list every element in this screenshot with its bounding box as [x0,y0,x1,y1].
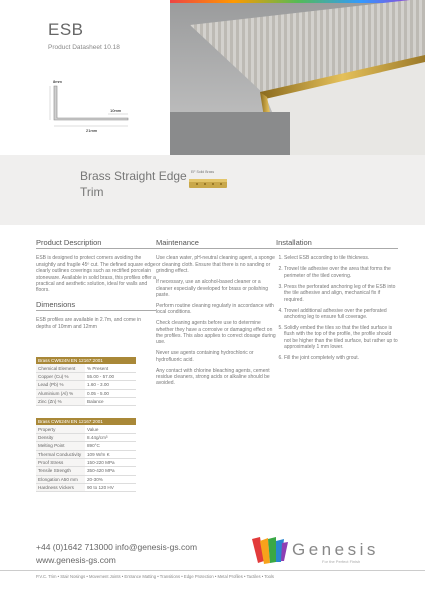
table-row: Zinc (Zn) % Balance [36,397,136,405]
table-row: Property Value [36,425,136,433]
dimensions-heading: Dimensions [36,302,156,311]
product-name [80,168,190,200]
description-heading: Product Description [36,240,156,249]
footer-divider [0,570,425,571]
table-row: Copper (Cu) % 55.00 - 57.00 [36,372,136,380]
table-row: Lead (Pb) % 1.60 - 3.00 [36,381,136,389]
website-link[interactable]: www.genesis-gs.com [36,555,116,565]
table-row: Density 8.44g/cm³ [36,433,136,441]
maintenance-heading: Maintenance [156,240,276,249]
list-item: 1. Select ESB according to tile thickness. [284,255,398,261]
table-row: Elongation A50 mm 20-30% [36,475,136,483]
genesis-logo-icon [250,535,290,567]
maintenance-para: Never use agents containing hydrochloric or hydrofluoric acid. [156,350,254,363]
maintenance-para: Check cleaning agents before use to determine whether they have a corrosive or damaging effect on the profiles. This also applies to correct dosage during use. [156,320,276,346]
brand-name: Genesis [292,540,379,559]
maintenance-para: Perform routine cleaning regularly in accordance with local conditions. [156,302,274,316]
dim-side: 10mm [110,108,122,113]
maintenance-para: Any contact with chlorine bleaching agents, cement residue cleaners, strong acids or alkaline should be avoided. [156,367,270,387]
description-text: ESB is designed to protect corners avoiding the unsightly and fragile 45º cut. The defined square edge clearly outlines coverings such as rectified porcelain stoneware. Available in solid brass, this profiles offer a practical and aesthetic solution, ideal for walls and floors. [36,255,156,294]
installation-column [276,240,398,366]
properties-table [36,418,136,492]
list-item: 2. Trowel tile adhesive over the area that forms the perimeter of the tiled covering. [284,266,398,279]
composition-table [36,357,136,406]
brand-tagline: For the Perfect Finish [322,559,361,564]
table-row: Proof Stress 150-220 MPa [36,458,136,466]
list-item: 5. Solidly embed the tiles so that the tiled surface is flush with the top of the profile, the profile should not be higher than the tiled surface, but rather up to approximately 1 mm lower. [284,325,398,351]
product-name-line2: Trim [80,185,104,199]
table-row: Hardness Vickers 90 to 120 HV [36,484,136,492]
brass-swatch [189,177,227,191]
swatch-label: EF Solid Brass [191,170,215,174]
contact-info[interactable]: +44 (0)1642 713000 info@genesis-gs.com [36,542,198,552]
profile-drawing [48,78,138,138]
list-item: 3. Press the perforated anchoring leg of the ESB into the tile adhesive and align, mechanical fix if required. [284,284,398,303]
datasheet-version: Product Datasheet 10.18 [48,44,120,51]
properties-title: Brass CW624N EN 12167:2001 [36,418,136,425]
table-row: Thermal Conductivity 109 W/m K [36,450,136,458]
maintenance-para: If necessary, use an alcohol-based cleaner or a cleaner especially developed for brass or polishing paste. [156,279,269,298]
dimensions-text: ESB profiles are available in 2.7m, and come in depths of 10mm and 12mm [36,317,142,330]
table-row: Melting Point 890°C [36,442,136,450]
table-row: Aluminium (Al) % 0.05 - 5.00 [36,389,136,397]
composition-title: Brass CW624N EN 12167:2001 [36,357,136,364]
installation-steps [276,255,398,361]
table-row: Chemical Element % Present [36,364,136,372]
footer-categories: P.V.C. Trim • Stair Nosings • Movement Joints • Entrance Matting • Transitions • Edge Protection • Metal Profiles • Tactiles • Tools [36,574,275,579]
maintenance-para: Use clean water, pH-neutral cleaning agent, a sponge or cleaning cloth. Ensure that there is no sanding or grinding effect. [156,255,275,275]
list-item: 6. Fill the joint completely with grout. [284,355,398,361]
maintenance-column [156,240,276,391]
installation-heading: Installation [276,240,398,249]
dim-top: 8mm [53,79,62,84]
table-row: Tensile Strength 350-420 MPa [36,467,136,475]
product-code: ESB [48,20,84,39]
list-item: 4. Trowel additional adhesive over the perforated anchoring leg to ensure full coverage. [284,308,398,321]
product-photo [170,0,425,155]
dim-bottom: 21mm [86,128,98,133]
product-name-line1: Brass Straight Edge [80,169,187,183]
description-column [36,240,156,335]
